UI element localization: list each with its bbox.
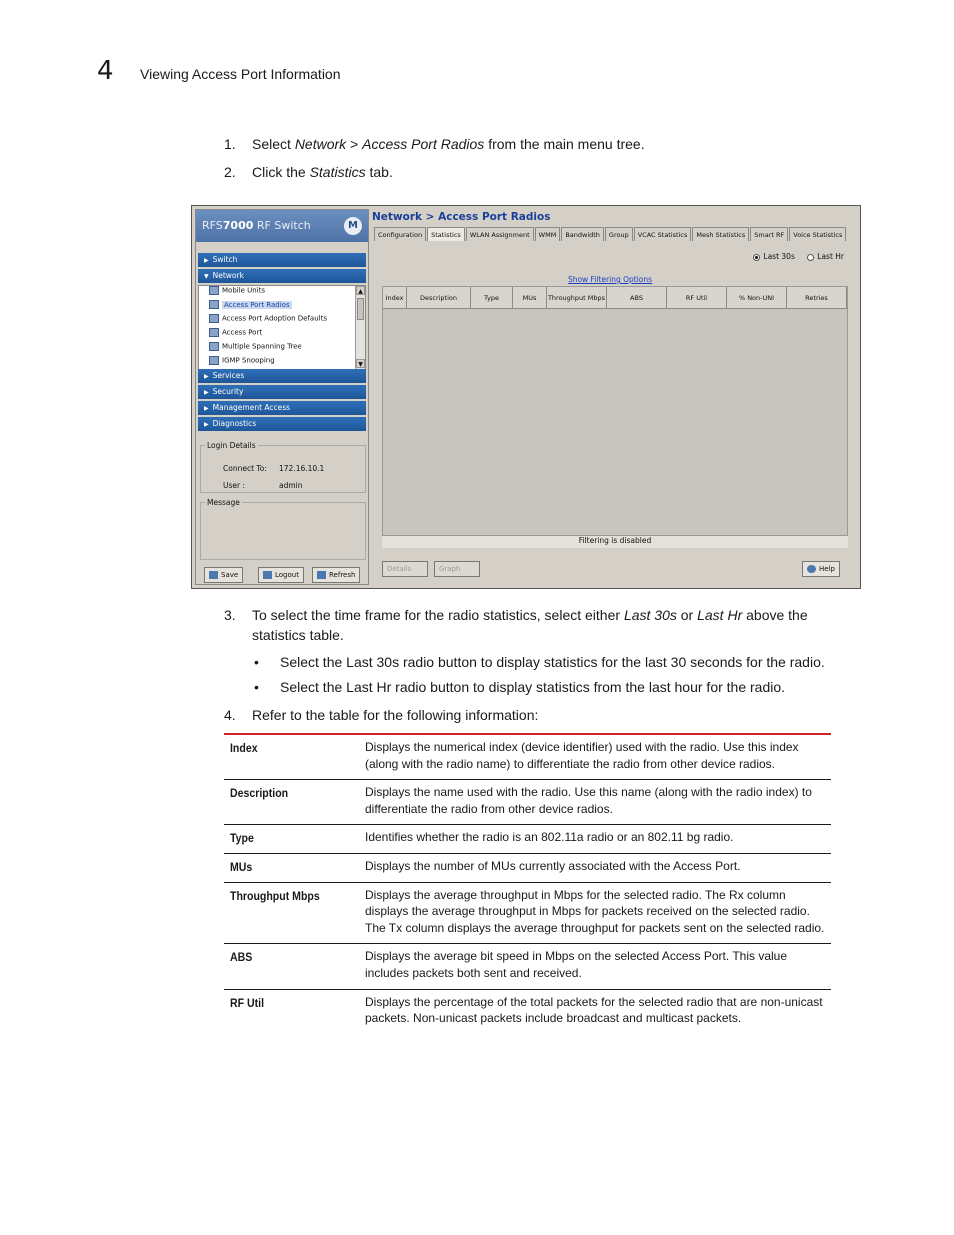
step-number: 1. xyxy=(224,136,236,152)
spanning-tree-icon xyxy=(209,342,219,351)
scroll-thumb[interactable] xyxy=(357,298,364,320)
tree-item-adoption-defaults[interactable]: Access Port Adoption Defaults xyxy=(209,314,327,326)
term-index: Index xyxy=(230,741,258,755)
column-mus[interactable]: MUs xyxy=(513,287,547,309)
connect-label: Connect To: xyxy=(223,464,267,473)
user-value: admin xyxy=(279,481,303,490)
definition: Displays the numerical index (device identifier) used with the radio. Use this index (along with the radio name) to differentiate the radio from other device radios. xyxy=(365,740,799,771)
step-number: 2. xyxy=(224,164,236,180)
app-title: RFS7000 RF Switch M xyxy=(196,210,368,242)
message-group xyxy=(200,498,366,560)
connect-value: 172.16.10.1 xyxy=(279,464,325,473)
step-text: Click the Statistics tab. xyxy=(252,164,393,180)
last-hr-label: Last Hr xyxy=(817,252,844,261)
message-legend: Message xyxy=(207,498,240,507)
step-number: 3. xyxy=(224,607,236,623)
bullet-icon: • xyxy=(254,679,259,695)
details-button[interactable]: Details xyxy=(382,561,428,577)
refresh-button[interactable]: Refresh xyxy=(312,567,360,583)
tab-group[interactable]: Group xyxy=(605,227,633,241)
tab-configuration[interactable]: Configuration xyxy=(374,227,426,241)
table-row xyxy=(224,854,831,883)
definition: Displays the average bit speed in Mbps on the selected Access Port. This value includes packets both sent and received. xyxy=(365,949,788,980)
column-description[interactable]: Description xyxy=(407,287,471,309)
refresh-icon xyxy=(317,571,326,579)
last-30s-label: Last 30s xyxy=(763,252,795,261)
triangle-right-icon: ▶ xyxy=(204,373,209,380)
triangle-right-icon: ▶ xyxy=(204,389,209,396)
chapter-number: 4 xyxy=(97,56,114,86)
tab-strip xyxy=(374,227,847,241)
network-tree xyxy=(198,285,366,370)
statistics-table xyxy=(382,286,848,536)
tab-wmm[interactable]: WMM xyxy=(535,227,561,241)
scroll-up-icon[interactable]: ▲ xyxy=(356,286,365,295)
definition: Displays the average throughput in Mbps for the selected radio. The Rx column displays the average throughput in Mbps for packets received on the selected radio. The Tx column displays the average throughput for packets sent on the selected radio. xyxy=(365,887,825,935)
time-frame-selector xyxy=(743,252,844,261)
show-filtering-link[interactable]: Show Filtering Options xyxy=(567,275,653,284)
last-30s-radio[interactable] xyxy=(753,254,760,261)
step-text: To select the time frame for the radio statistics, select either Last 30s or Last Hr above the statistics table. xyxy=(252,607,808,643)
left-panel xyxy=(195,209,369,585)
last-hr-radio[interactable] xyxy=(807,254,814,261)
column-rf-util[interactable]: RF Util xyxy=(667,287,727,309)
table-row xyxy=(224,944,831,989)
step-text: Select Network > Access Port Radios from the main menu tree. xyxy=(252,136,645,152)
tab-voice-statistics[interactable]: Voice Statistics xyxy=(789,227,846,241)
logout-icon xyxy=(263,571,272,579)
tab-mesh-statistics[interactable]: Mesh Statistics xyxy=(692,227,749,241)
definition: Displays the number of MUs currently associated with the Access Port. xyxy=(365,858,741,873)
term-rf-util: RF Util xyxy=(230,995,265,1010)
tab-statistics[interactable]: Statistics xyxy=(427,227,465,241)
save-icon xyxy=(209,571,218,579)
access-port-radios-screenshot xyxy=(191,205,861,589)
tab-wlan-assignment[interactable]: WLAN Assignment xyxy=(466,227,534,241)
radio-antenna-icon xyxy=(209,300,219,309)
column-retries[interactable]: Retries xyxy=(787,287,847,309)
tab-smart-rf[interactable]: Smart RF xyxy=(750,227,788,241)
nav-management-access[interactable]: ▶ Management Access xyxy=(198,401,366,415)
tab-bandwidth[interactable]: Bandwidth xyxy=(561,227,604,241)
definition: Displays the name used with the radio. Use this name (along with the radio index) to differentiate the radio from other device radios. xyxy=(365,785,812,816)
triangle-right-icon: ▶ xyxy=(204,421,209,428)
bullet-icon: • xyxy=(254,654,259,670)
table-row xyxy=(224,780,831,825)
tree-scrollbar[interactable] xyxy=(355,286,365,369)
column-type[interactable]: Type xyxy=(471,287,513,309)
nav-diagnostics[interactable]: ▶ Diagnostics xyxy=(198,417,366,431)
triangle-down-icon: ▼ xyxy=(204,273,209,280)
right-panel xyxy=(372,209,858,585)
column-throughput[interactable]: Throughput Mbps xyxy=(547,287,607,309)
scroll-down-icon[interactable]: ▼ xyxy=(356,359,365,368)
nav-network[interactable]: ▼ Network xyxy=(198,269,366,283)
column-non-uni[interactable]: % Non-UNI xyxy=(727,287,787,309)
filter-status: Filtering is disabled xyxy=(382,536,848,548)
access-port-icon xyxy=(209,328,219,337)
table-row xyxy=(224,883,831,945)
term-mus: MUs xyxy=(230,859,253,874)
login-details-legend: Login Details xyxy=(207,441,256,450)
nav-switch[interactable]: ▶ Switch xyxy=(198,253,366,267)
triangle-right-icon: ▶ xyxy=(204,405,209,412)
tree-item-access-port-radios[interactable]: Access Port Radios xyxy=(209,300,292,312)
table-row xyxy=(224,825,831,854)
tree-item-access-port[interactable]: Access Port xyxy=(209,328,262,340)
statistics-description-table xyxy=(224,733,831,1034)
tab-vcac-statistics[interactable]: VCAC Statistics xyxy=(634,227,692,241)
column-abs[interactable]: ABS xyxy=(607,287,667,309)
nav-services[interactable]: ▶ Services xyxy=(198,369,366,383)
tree-item-mobile-units[interactable]: Mobile Units xyxy=(209,286,265,298)
term-abs: ABS xyxy=(230,950,253,965)
table-row xyxy=(224,735,831,780)
mobile-units-icon xyxy=(209,286,219,295)
user-label: User : xyxy=(223,481,246,490)
adoption-icon xyxy=(209,314,219,323)
help-button[interactable]: Help xyxy=(802,561,840,577)
motorola-logo-icon: M xyxy=(344,217,362,235)
login-details-group xyxy=(200,441,366,493)
term-type: Type xyxy=(230,831,254,846)
triangle-right-icon: ▶ xyxy=(204,257,209,264)
breadcrumb: Network > Access Port Radios xyxy=(372,211,551,223)
term-throughput: Throughput Mbps xyxy=(230,888,320,903)
logout-button[interactable]: Logout xyxy=(258,567,304,583)
save-button[interactable]: Save xyxy=(204,567,243,583)
nav-security[interactable]: ▶ Security xyxy=(198,385,366,399)
definition: Identifies whether the radio is an 802.11a radio or an 802.11 bg radio. xyxy=(365,830,734,845)
igmp-icon xyxy=(209,356,219,365)
definition: Displays the percentage of the total packets for the selected radio that are non-unicast packets. Non-unicast packets include broadcast and multicast packets. xyxy=(365,994,823,1026)
step-text: Refer to the table for the following information: xyxy=(252,707,539,723)
term-description: Description xyxy=(230,786,289,801)
graph-button[interactable]: Graph xyxy=(434,561,480,577)
table-row xyxy=(224,990,831,1034)
help-icon xyxy=(807,565,816,573)
column-index[interactable]: Index xyxy=(383,287,407,309)
step-number: 4. xyxy=(224,707,236,723)
chapter-title: Viewing Access Port Information xyxy=(140,66,341,82)
tree-item-igmp-snooping[interactable]: IGMP Snooping xyxy=(209,356,275,368)
tree-item-spanning-tree[interactable]: Multiple Spanning Tree xyxy=(209,342,302,354)
